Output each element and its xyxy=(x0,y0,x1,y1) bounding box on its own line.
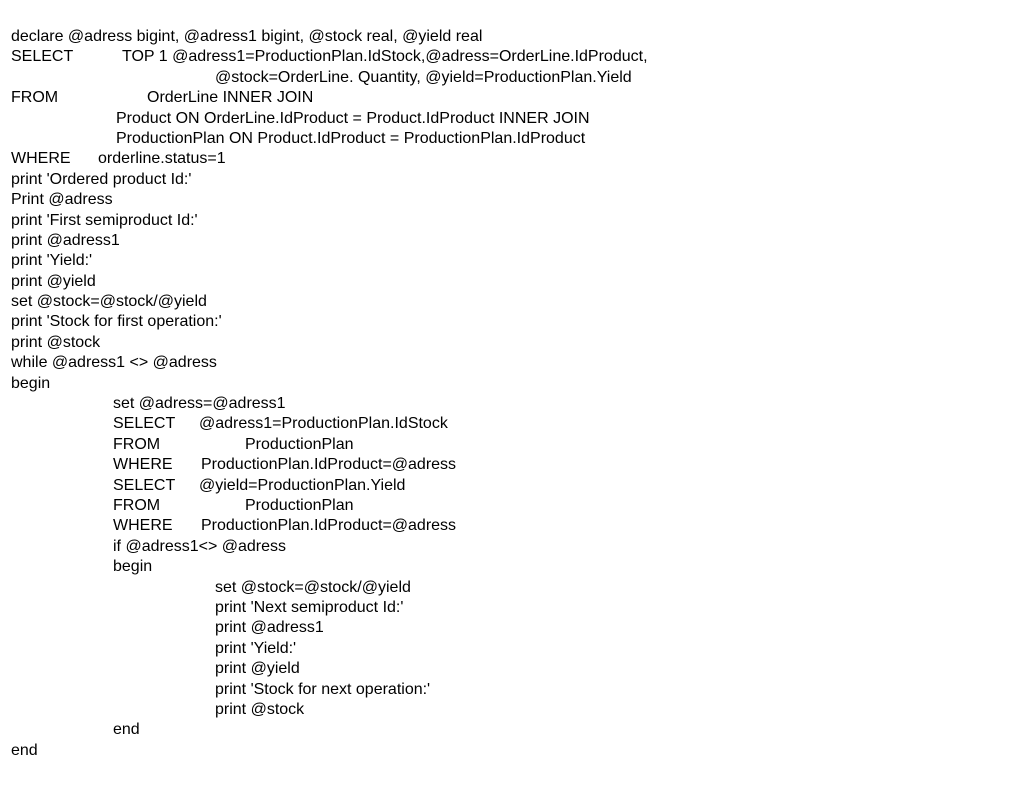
code-line-inner-from xyxy=(11,496,1011,516)
code-line-join-productionplan xyxy=(11,129,1011,149)
code-line xyxy=(11,598,1011,618)
code-line xyxy=(11,618,1011,638)
code-line-inner-select xyxy=(11,476,1011,496)
where-keyword: WHERE xyxy=(113,517,173,535)
if-statement: if @adress1<> @adress xyxy=(113,537,287,555)
code-line-inner-from xyxy=(11,435,1011,455)
code-line xyxy=(11,333,1011,353)
begin-keyword: begin xyxy=(113,558,153,576)
join-product: Product ON OrderLine.IdProduct = Product.IdProduct INNER JOIN xyxy=(116,109,590,127)
code-text: print @yield xyxy=(215,660,300,678)
code-line-declare xyxy=(11,27,1011,47)
from-keyword: FROM xyxy=(11,89,59,107)
code-text: set @stock=@stock/@yield xyxy=(11,293,207,311)
where-condition: ProductionPlan.IdProduct=@adress xyxy=(201,456,457,474)
begin-keyword: begin xyxy=(11,374,51,392)
while-statement: while @adress1 <> @adress xyxy=(11,354,217,372)
code-text: print 'Stock for first operation:' xyxy=(11,313,222,331)
code-line-begin xyxy=(11,557,1011,577)
code-line-begin xyxy=(11,374,1011,394)
code-line xyxy=(11,272,1011,292)
code-line-select xyxy=(11,47,1011,67)
code-text: print 'First semiproduct Id:' xyxy=(11,211,198,229)
select-keyword: SELECT xyxy=(113,476,176,494)
join-productionplan: ProductionPlan ON Product.IdProduct = ProductionPlan.IdProduct xyxy=(116,129,586,147)
code-text: print @stock xyxy=(215,700,305,718)
code-text: print 'Stock for next operation:' xyxy=(215,680,431,698)
code-text: print 'Yield:' xyxy=(215,639,297,657)
code-line-select-cont xyxy=(11,68,1011,88)
from-keyword: FROM xyxy=(113,435,161,453)
where-keyword: WHERE xyxy=(113,456,173,474)
code-line-inner-where xyxy=(11,516,1011,536)
code-line-while xyxy=(11,353,1011,373)
from-table: ProductionPlan xyxy=(245,435,354,453)
code-line xyxy=(11,659,1011,679)
code-line xyxy=(11,251,1011,271)
select-keyword: SELECT xyxy=(11,48,74,66)
select-expression: TOP 1 @adress1=ProductionPlan.IdStock,@adress=OrderLine.IdProduct, xyxy=(122,48,648,66)
code-line xyxy=(11,578,1011,598)
code-text: print 'Yield:' xyxy=(11,252,93,270)
code-text: print 'Ordered product Id:' xyxy=(11,170,192,188)
select-expression: @adress1=ProductionPlan.IdStock xyxy=(199,415,448,433)
code-line xyxy=(11,190,1011,210)
code-text: print 'Next semiproduct Id:' xyxy=(215,598,404,616)
code-text: print @yield xyxy=(11,272,96,290)
code-line xyxy=(11,700,1011,720)
code-line xyxy=(11,292,1011,312)
select-expression-continued: @stock=OrderLine. Quantity, @yield=ProductionPlan.Yield xyxy=(215,68,632,86)
code-line xyxy=(11,639,1011,659)
select-expression: @yield=ProductionPlan.Yield xyxy=(199,476,406,494)
code-text: set @stock=@stock/@yield xyxy=(215,578,411,596)
code-line-join-product xyxy=(11,109,1011,129)
code-line-end xyxy=(11,720,1011,740)
code-line xyxy=(11,680,1011,700)
code-text: set @adress=@adress1 xyxy=(113,395,286,413)
end-keyword: end xyxy=(113,721,140,739)
code-line xyxy=(11,211,1011,231)
from-table: OrderLine INNER JOIN xyxy=(147,89,314,107)
where-condition: orderline.status=1 xyxy=(98,150,226,168)
code-line xyxy=(11,170,1011,190)
sql-script xyxy=(11,27,1011,761)
code-line-inner-where xyxy=(11,455,1011,475)
end-keyword: end xyxy=(11,741,38,759)
select-keyword: SELECT xyxy=(113,415,176,433)
code-line-if xyxy=(11,537,1011,557)
where-keyword: WHERE xyxy=(11,150,71,168)
code-line xyxy=(11,312,1011,332)
code-text: print @adress1 xyxy=(215,619,324,637)
code-text: print @adress1 xyxy=(11,231,120,249)
code-text: print @stock xyxy=(11,333,101,351)
code-line-from xyxy=(11,88,1011,108)
declare-statement: declare @adress bigint, @adress1 bigint, @stock real, @yield real xyxy=(11,28,483,45)
where-condition: ProductionPlan.IdProduct=@adress xyxy=(201,517,457,535)
from-keyword: FROM xyxy=(113,496,161,514)
code-line-end xyxy=(11,741,1011,761)
from-table: ProductionPlan xyxy=(245,496,354,514)
code-line-inner-select xyxy=(11,414,1011,434)
code-line xyxy=(11,231,1011,251)
code-line xyxy=(11,394,1011,414)
code-line-where xyxy=(11,149,1011,169)
code-text: Print @adress xyxy=(11,191,113,209)
